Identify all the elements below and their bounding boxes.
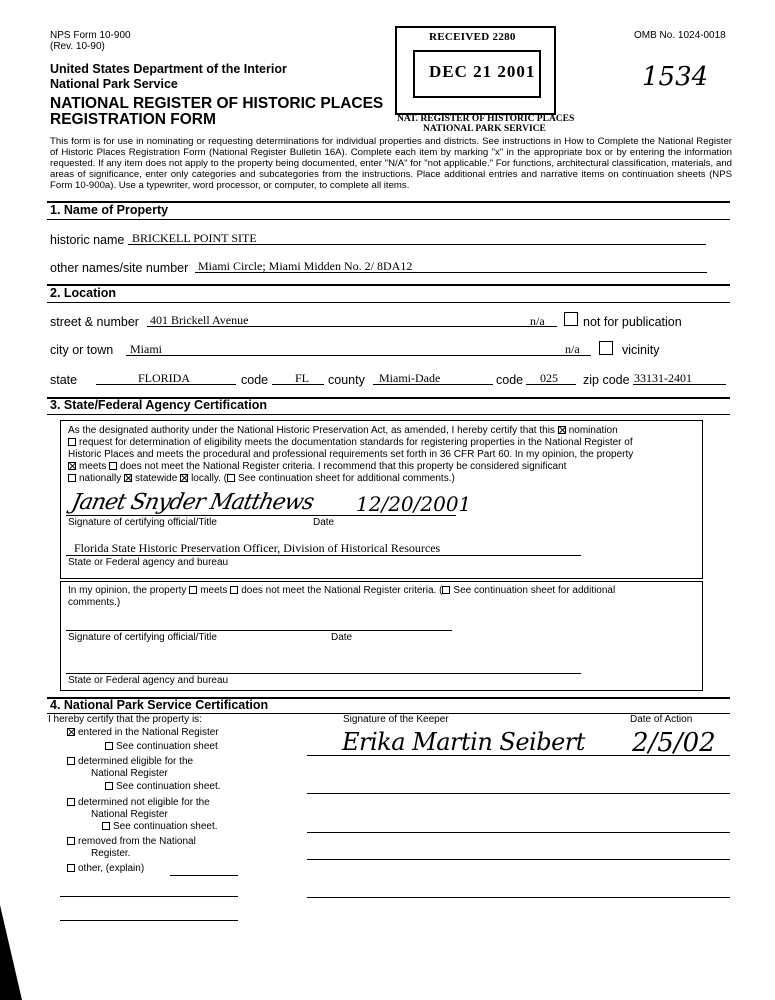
street-label: street & number	[50, 315, 139, 329]
meets-checkbox[interactable]	[68, 462, 76, 470]
instructions-text: This form is for use in nominating or requesting determinations for individual properties and districts. See instructions in How to Complete the National Register of Historic Places Registration Form (National Register Bulletin 16A). Complete each item by marking "x" in the appropriate box or by entering the information requested. If any item does not apply to the property being documented, enter "N/A" for "not applicable." For functions, architectural classification, materials, and areas of significance, enter only categories and subcategories from the instructions. Place additional entries and narrative items on continuation sheets (NPS Form 10-900a). Use a typewriter, word processor, or computer, to complete all items.	[50, 136, 732, 191]
opinion-line-1: In my opinion, the property meets does not meet the National Register criteria. ( See continuation sheet for additional	[68, 585, 616, 596]
signature2-label: Signature of certifying official/Title	[68, 632, 217, 643]
section-4-heading: 4. National Park Service Certification	[50, 698, 269, 712]
section-rule	[47, 284, 730, 286]
cert-line-5: nationally statewide locally. ( See continuation sheet for additional comments.)	[68, 473, 455, 485]
other-names-value[interactable]: Miami Circle; Miami Midden No. 2/ 8DA12	[198, 259, 413, 273]
action-date: 2/5/02	[632, 728, 716, 758]
option-other: other, (explain)	[67, 863, 144, 875]
city-na: n/a	[565, 342, 580, 356]
vicinity-checkbox[interactable]	[599, 341, 613, 355]
agency-name: National Park Service	[50, 77, 178, 91]
option-eligible-line2: National Register	[91, 768, 168, 779]
option-removed-line2: Register.	[91, 848, 131, 859]
date-label: Date	[313, 517, 335, 528]
department-name: United States Department of the Interior	[50, 62, 287, 76]
historic-name-value[interactable]: BRICKELL POINT SITE	[132, 231, 257, 245]
county-code-label: code	[496, 373, 524, 387]
entered-continuation-checkbox[interactable]	[105, 742, 113, 750]
action-label: Date of Action	[630, 714, 693, 725]
state-label: state	[50, 373, 78, 387]
certifying-signature: Janet Snyder Matthews	[69, 490, 316, 515]
signature-label: Signature of certifying official/Title	[68, 517, 217, 528]
option-removed: removed from the National	[67, 836, 196, 848]
vicinity-label: vicinity	[622, 343, 660, 357]
other-names-label: other names/site number	[50, 261, 189, 275]
handwritten-number: 1534	[642, 62, 709, 92]
not-for-publication-label: not for publication	[583, 315, 682, 329]
eligible-continuation-checkbox[interactable]	[105, 782, 113, 790]
agency-label: State or Federal agency and bureau	[68, 557, 229, 568]
county-label: county	[328, 373, 365, 387]
not-eligible-continuation-checkbox[interactable]	[102, 822, 110, 830]
street-na: n/a	[530, 314, 545, 328]
cert-line-3: Historic Places and meets the procedural and professional requirements set forth in 36 CFR Part 60. In my opinion, the property	[68, 449, 634, 460]
opinion-continuation-checkbox[interactable]	[442, 586, 450, 594]
continuation-checkbox[interactable]	[227, 474, 235, 482]
certifying-date: 12/20/2001	[356, 492, 472, 516]
street-value[interactable]: 401 Brickell Avenue	[150, 313, 249, 327]
county-code-value[interactable]: 025	[540, 371, 558, 385]
city-value[interactable]: Miami	[130, 342, 162, 356]
not-eligible-checkbox[interactable]	[67, 798, 75, 806]
not-for-publication-checkbox[interactable]	[564, 312, 578, 326]
entered-continuation-label: See continuation sheet	[116, 741, 218, 752]
agency2-label: State or Federal agency and bureau	[68, 675, 229, 686]
nomination-checkbox[interactable]	[558, 426, 566, 434]
entered-checkbox[interactable]	[67, 728, 75, 736]
nationally-checkbox[interactable]	[68, 474, 76, 482]
corner-mark	[0, 905, 30, 1000]
section-2-heading: 2. Location	[50, 286, 116, 300]
form-number: NPS Form 10-900	[50, 30, 131, 41]
county-value[interactable]: Miami-Dade	[379, 371, 441, 385]
option-not-eligible-line2: National Register	[91, 809, 168, 820]
form-title: NATIONAL REGISTER OF HISTORIC PLACES REGISTRATION FORM	[50, 95, 384, 128]
state-value[interactable]: FLORIDA	[138, 371, 191, 385]
option-not-eligible: determined not eligible for the	[67, 797, 210, 809]
agency-value[interactable]: Florida State Historic Preservation Officer, Division of Historical Resources	[74, 541, 441, 555]
section-3-heading: 3. State/Federal Agency Certification	[50, 398, 267, 412]
cert-line-2: request for determination of eligibility meets the documentation standards for registering properties in the National Register of	[68, 437, 633, 449]
zip-label: zip code	[583, 373, 630, 387]
section-1-heading: 1. Name of Property	[50, 203, 169, 217]
removed-checkbox[interactable]	[67, 837, 75, 845]
eligible-continuation-label: See continuation sheet.	[116, 781, 221, 792]
opinion-line-2: comments.)	[68, 597, 121, 608]
state-code-value[interactable]: FL	[295, 371, 310, 385]
form-revision: (Rev. 10-90)	[50, 41, 105, 52]
option-entered: entered in the National Register	[67, 727, 219, 739]
omb-number: OMB No. 1024-0018	[634, 30, 726, 41]
received-stamp: RECEIVED 2280 DEC 21 2001 NAT. REGISTER OF HISTORIC PLACES NATIONAL PARK SERVICE	[395, 26, 555, 134]
does-not-meet-checkbox[interactable]	[109, 462, 117, 470]
request-determination-checkbox[interactable]	[68, 438, 76, 446]
city-label: city or town	[50, 343, 114, 357]
statewide-checkbox[interactable]	[124, 474, 132, 482]
keeper-label: Signature of the Keeper	[343, 714, 449, 725]
opinion-meets-checkbox[interactable]	[189, 586, 197, 594]
eligible-checkbox[interactable]	[67, 757, 75, 765]
option-eligible: determined eligible for the	[67, 756, 193, 768]
keeper-signature: Erika Martin Seibert	[342, 728, 585, 756]
cert-line-1: As the designated authority under the National Historic Preservation Act, as amended, I hereby certify that this nomination	[68, 425, 618, 436]
other-checkbox[interactable]	[67, 864, 75, 872]
locally-checkbox[interactable]	[180, 474, 188, 482]
zip-value[interactable]: 33131-2401	[634, 371, 692, 385]
opinion-does-not-meet-checkbox[interactable]	[230, 586, 238, 594]
date2-label: Date	[331, 632, 353, 643]
cert-line-4: meets does not meet the National Register criteria. I recommend that this property be considered significant	[68, 461, 566, 473]
certify-text: I hereby certify that the property is:	[48, 714, 202, 725]
not-eligible-continuation-label: See continuation sheet.	[113, 821, 218, 832]
historic-name-label: historic name	[50, 233, 125, 247]
state-code-label: code	[241, 373, 269, 387]
